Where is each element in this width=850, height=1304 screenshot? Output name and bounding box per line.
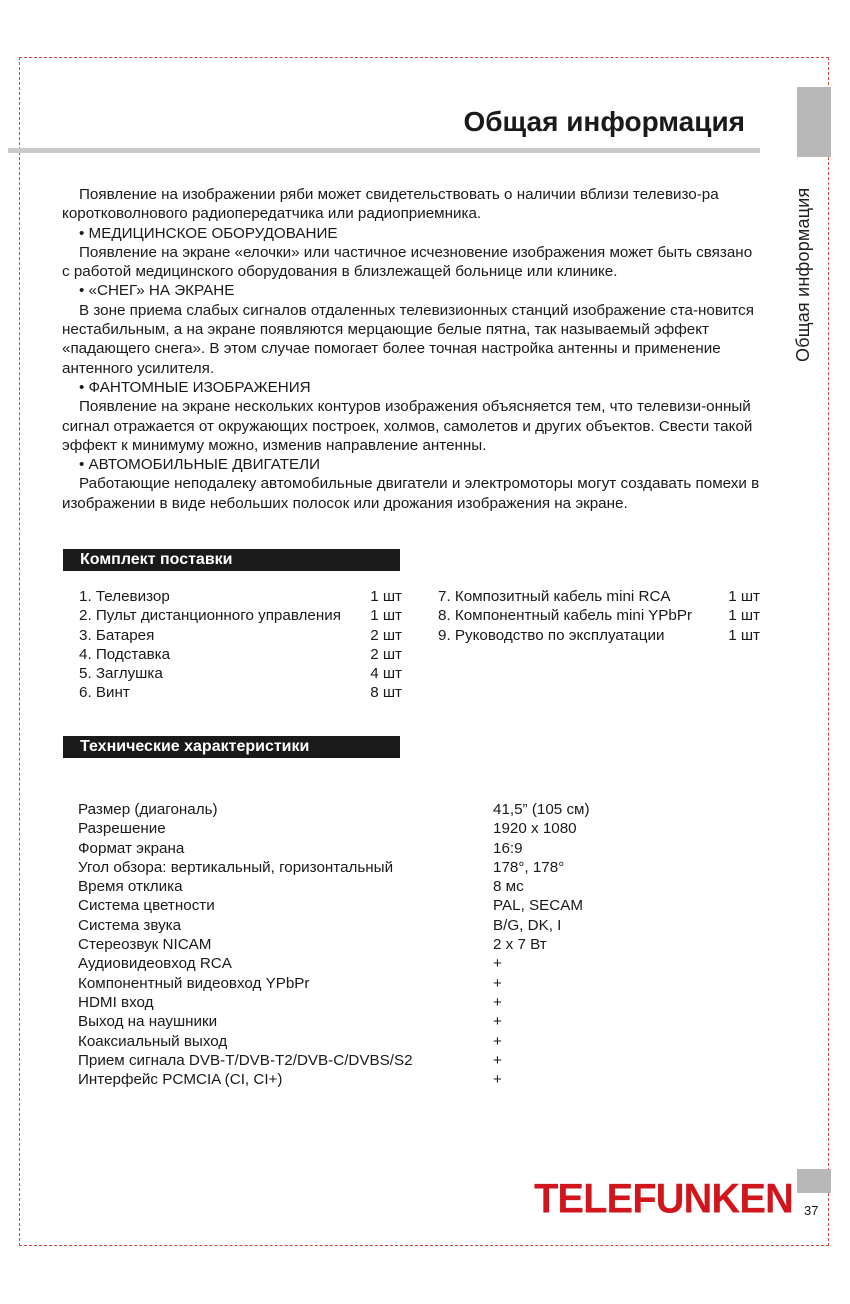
spec-name: Выход на наушники	[78, 1013, 218, 1031]
package-item-name: 3. Батарея	[79, 626, 155, 644]
package-item	[79, 606, 402, 625]
spec-row	[78, 819, 693, 838]
spec-row	[78, 993, 693, 1012]
spec-name: Угол обзора: вертикальный, горизонтальный	[78, 858, 394, 876]
package-item	[79, 626, 402, 645]
spec-value: +	[493, 974, 502, 992]
package-item-name: 5. Заглушка	[79, 665, 163, 683]
package-item-qty: 8 шт	[370, 684, 402, 702]
side-section-label: Общая информация	[793, 187, 813, 362]
package-item	[79, 645, 402, 664]
spec-value: 178°, 178°	[493, 858, 565, 876]
intro-paragraph: В зоне приема слабых сигналов отдаленных телевизионных станций изображение ста-новится нестабильным, а на экране появляются мерцающие белые пятна, так называемый эффект «падающего снега». В этом случае помогает более точная настройка антенны и применение антенного усилителя.	[62, 301, 754, 377]
package-heading: Комплект поставки	[63, 549, 400, 571]
spec-row	[78, 916, 693, 935]
spec-row	[78, 954, 693, 973]
spec-name: Стереозвук NICAM	[78, 936, 212, 954]
spec-name: Интерфейс PCMCIA (CI, CI+)	[78, 1071, 283, 1089]
spec-value: B/G, DK, I	[493, 916, 562, 934]
package-item-qty: 1 шт	[728, 626, 760, 644]
package-list-left	[79, 587, 402, 703]
spec-value: 8 мс	[493, 878, 524, 896]
spec-value: 2 х 7 Вт	[493, 936, 547, 954]
package-item	[438, 606, 760, 625]
intro-paragraph: Работающие неподалеку автомобильные двигатели и электромоторы могут создавать помехи в изображении в виде небольших полосок или дрожания изображения на экране.	[62, 475, 760, 512]
spec-value: +	[493, 1071, 502, 1089]
spec-name: Система цветности	[78, 897, 215, 915]
specs-heading: Технические характеристики	[63, 736, 400, 758]
intro-bullet-heading: • АВТОМОБИЛЬНЫЕ ДВИГАТЕЛИ	[79, 456, 321, 474]
package-item	[79, 664, 402, 683]
spec-name: Коаксиальный выход	[78, 1032, 228, 1050]
spec-row	[78, 800, 693, 819]
package-item	[79, 587, 402, 606]
package-item-qty: 1 шт	[370, 607, 402, 625]
package-item-qty: 2 шт	[370, 645, 402, 663]
spec-value: +	[493, 1051, 502, 1069]
spec-row	[78, 974, 693, 993]
spec-name: Время отклика	[78, 878, 183, 896]
spec-row	[78, 1012, 693, 1031]
page-tab-marker	[797, 1169, 831, 1193]
spec-value: 16:9	[493, 839, 523, 857]
package-item	[438, 626, 760, 645]
spec-row	[78, 877, 693, 896]
package-item	[79, 683, 402, 702]
intro-bullet-heading: • МЕДИЦИНСКОЕ ОБОРУДОВАНИЕ	[79, 224, 338, 242]
intro-bullet-heading: • ФАНТОМНЫЕ ИЗОБРАЖЕНИЯ	[79, 378, 311, 396]
intro-text	[62, 185, 762, 513]
spec-value: +	[493, 993, 502, 1011]
package-item-name: 2. Пульт дистанционного управления	[79, 607, 341, 625]
package-item-name: 9. Руководство по эксплуатации	[438, 626, 665, 644]
spec-name: HDMI вход	[78, 993, 154, 1011]
page-title: Общая информация	[463, 106, 745, 137]
spec-row	[78, 935, 693, 954]
spec-value: +	[493, 1032, 502, 1050]
title-underline	[8, 148, 760, 153]
package-item	[438, 587, 760, 606]
telefunken-logo: TELEFUNKEN	[534, 1175, 793, 1223]
spec-row	[78, 858, 693, 877]
package-item-name: 4. Подставка	[79, 645, 171, 663]
package-item-qty: 1 шт	[370, 588, 402, 605]
package-item-qty: 1 шт	[728, 607, 760, 625]
package-item-qty: 2 шт	[370, 626, 402, 644]
package-item-qty: 1 шт	[728, 588, 760, 605]
spec-row	[78, 896, 693, 915]
spec-row	[78, 1070, 693, 1089]
spec-name: Система звука	[78, 916, 182, 934]
spec-name: Размер (диагональ)	[78, 801, 218, 818]
package-item-name: 1. Телевизор	[79, 588, 170, 605]
spec-value: 41,5” (105 см)	[493, 801, 590, 818]
spec-name: Компонентный видеовход YPbPr	[78, 974, 310, 992]
package-item-name: 6. Винт	[79, 684, 130, 702]
side-tab-marker	[797, 87, 831, 157]
intro-paragraph: Появление на экране «елочки» или частичное исчезновение изображения может быть связано с работой медицинского оборудования в близлежащей больнице или клинике.	[62, 243, 753, 281]
spec-value: +	[493, 1013, 502, 1031]
spec-row	[78, 1051, 693, 1070]
package-item-name: 8. Компонентный кабель mini YPbPr	[438, 607, 693, 625]
package-item-qty: 4 шт	[370, 665, 402, 683]
intro-paragraph: Появление на изображении ряби может свидетельствовать о наличии вблизи телевизо-ра коротковолнового радиопередатчика или радиоприемника.	[62, 186, 719, 223]
spec-name: Разрешение	[78, 820, 166, 838]
page-number: 37	[804, 1203, 819, 1218]
spec-value: 1920 х 1080	[493, 820, 577, 838]
package-list-right	[438, 587, 760, 645]
spec-name: Формат экрана	[78, 839, 185, 857]
intro-paragraph: Появление на экране нескольких контуров изображения объясняется тем, что телевизи-онный сигнал отражается от окружающих построек, холмов, самолетов и других объектов. Свести такой эффект к минимуму можно, изменив направление антенны.	[62, 398, 753, 454]
spec-row	[78, 1032, 693, 1051]
spec-row	[78, 839, 693, 858]
spec-value: +	[493, 955, 502, 973]
specs-table	[78, 800, 693, 1089]
package-item-name: 7. Композитный кабель mini RCA	[438, 588, 671, 605]
spec-name: Аудиовидеовход RCA	[78, 955, 232, 973]
intro-bullet-heading: • «СНЕГ» НА ЭКРАНЕ	[79, 282, 235, 300]
spec-value: PAL, SECAM	[493, 897, 584, 915]
spec-name: Прием сигнала DVB-T/DVB-T2/DVB-C/DVBS/S2	[78, 1051, 413, 1069]
